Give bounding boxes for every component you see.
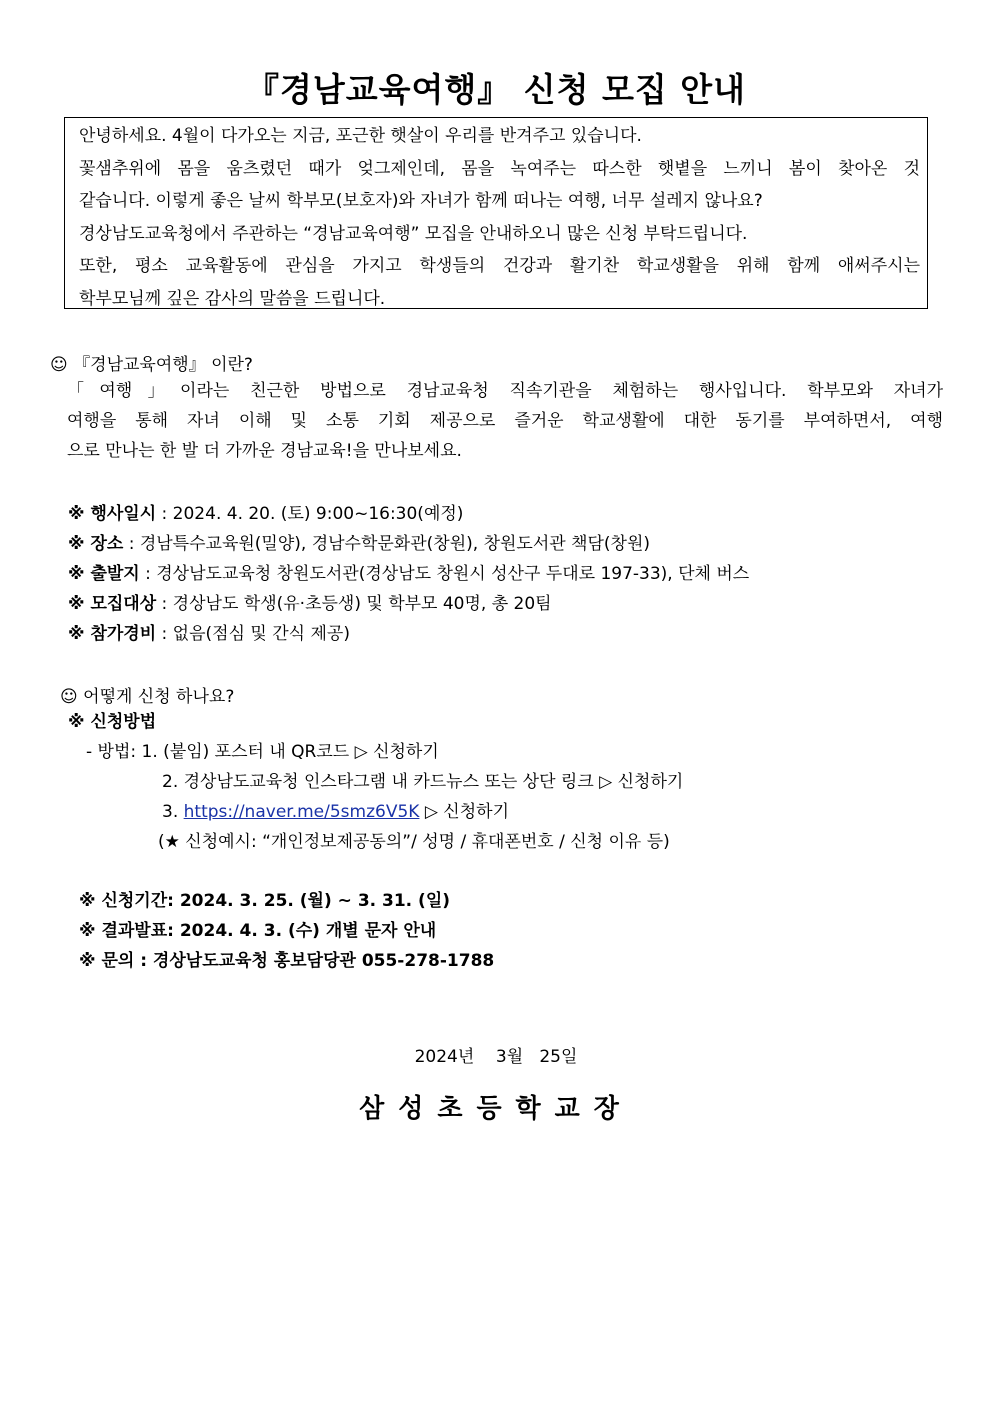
detail-value: : 없음(점심 및 간식 제공)	[156, 624, 350, 644]
intro-line: 꽃샘추위에 몸을 움츠렸던 때가 엊그제인데, 몸을 녹여주는 따스한 햇볕을 느끼니 봄이 찾아온 것	[79, 158, 920, 179]
apply-example: (★ 신청예시: “개인정보제공동의”/ 성명 / 휴대폰번호 / 신청 이유 등)	[158, 832, 670, 852]
detail-row	[68, 589, 749, 619]
intro-box	[64, 117, 928, 309]
detail-value: : 경상남도 학생(유·초등생) 및 학부모 40명, 총 20팀	[156, 594, 552, 614]
section-heading-how	[60, 682, 234, 707]
signer-name: 삼성초등학교장	[359, 1094, 633, 1124]
detail-row	[68, 559, 749, 589]
method-item: 2. 경상남도교육청 인스타그램 내 카드뉴스 또는 상단 링크 ▷ 신청하기	[162, 772, 684, 792]
detail-label: ※ 모집대상	[68, 594, 157, 614]
method-title: ※ 신청방법	[68, 712, 157, 732]
about-paragraph	[67, 376, 943, 466]
detail-value: : 2024. 4. 20. (토) 9:00~16:30(예정)	[156, 504, 464, 524]
schedule-row: ※ 문의 : 경상남도교육청 홍보담당관 055-278-1788	[79, 951, 495, 971]
intro-line: 경상남도교육청에서 주관하는 “경남교육여행” 모집을 안내하오니 많은 신청 부탁드립니다.	[79, 223, 748, 244]
method-suffix: ▷ 신청하기	[419, 802, 509, 822]
smiley-icon: ☺	[60, 687, 78, 707]
schedule-row: ※ 결과발표: 2024. 4. 3. (수) 개별 문자 안내	[79, 921, 437, 941]
page-title: 『경남교육여행』 신청 모집 안내	[245, 70, 746, 109]
detail-row	[68, 499, 749, 529]
detail-value: : 경상남도교육청 창원도서관(경상남도 창원시 성산구 두대로 197-33), 단체 버스	[139, 564, 750, 584]
intro-line: 안녕하세요. 4월이 다가오는 지금, 포근한 햇살이 우리를 반겨주고 있습니다.	[79, 126, 642, 146]
detail-label: ※ 행사일시	[68, 504, 157, 524]
schedule-row: ※ 신청기간: 2024. 3. 25. (월) ~ 3. 31. (일)	[79, 891, 451, 911]
method-prefix: - 방법:	[86, 742, 142, 762]
apply-method	[68, 707, 683, 857]
detail-row	[68, 529, 749, 559]
schedule-list	[79, 886, 494, 976]
section-heading-text: 어떻게 신청 하나요?	[83, 687, 235, 707]
method-text: 1. (붙임) 포스터 내 QR코드 ▷ 신청하기	[141, 742, 439, 762]
intro-line: 같습니다. 이렇게 좋은 날씨 학부모(보호자)와 자녀가 함께 떠나는 여행, 너무 설레지 않나요?	[79, 191, 763, 211]
intro-line: 학부모님께 깊은 감사의 말씀을 드립니다.	[79, 288, 386, 309]
detail-label: ※ 출발지	[68, 564, 140, 584]
paragraph-line: 여행을 통해 자녀 이해 및 소통 기회 제공으로 즐거운 학교생활에 대한 동기를 부여하면서, 여행	[67, 411, 943, 431]
section-heading-text: 『경남교육여행』 이란?	[73, 355, 253, 375]
detail-value: : 경남특수교육원(밀양), 경남수학문화관(창원), 창원도서관 책담(창원)	[123, 534, 651, 554]
section-heading-about	[50, 350, 253, 375]
paragraph-line: 으로 만나는 한 발 더 가까운 경남교육!을 만나보세요.	[67, 441, 462, 461]
paragraph-line: 「여행」이라는 친근한 방법으로 경남교육청 직속기관을 체험하는 행사입니다. 학부모와 자녀가	[67, 381, 943, 401]
method-item	[68, 797, 683, 827]
event-details	[68, 499, 749, 649]
detail-label: ※ 참가경비	[68, 624, 157, 644]
document-date: 2024년 3월 25일	[414, 1047, 578, 1067]
method-number: 3.	[162, 802, 184, 822]
apply-link[interactable]: https://naver.me/5smz6V5K	[183, 802, 420, 822]
method-item	[68, 737, 683, 767]
intro-line: 또한, 평소 교육활동에 관심을 가지고 학생들의 건강과 활기찬 학교생활을 위해 함께 애써주시는	[79, 256, 920, 276]
detail-row	[68, 619, 749, 649]
detail-label: ※ 장소	[68, 534, 124, 554]
smiley-icon: ☺	[50, 355, 68, 375]
